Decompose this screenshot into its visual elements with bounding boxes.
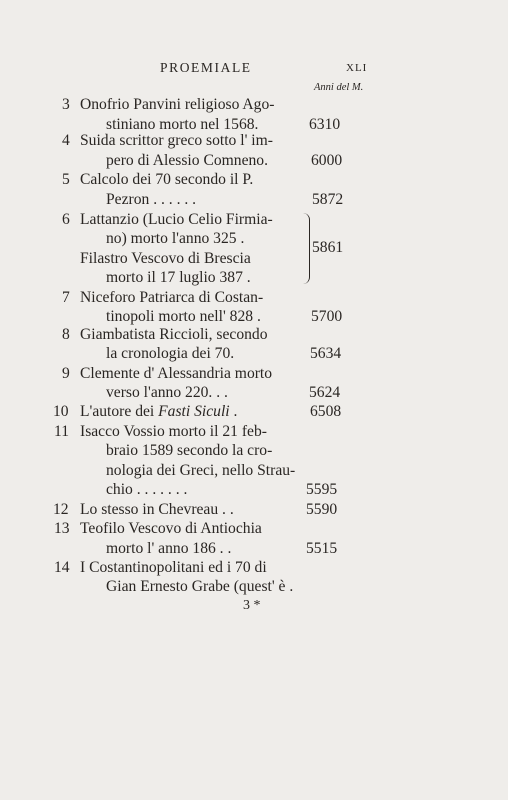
- year-value: 5595: [306, 481, 338, 498]
- entry-text: nologia dei Greci, nello Strau-: [106, 462, 296, 479]
- signature-mark: 3 *: [243, 598, 261, 613]
- entry-text: verso l'anno 220. . .: [106, 384, 228, 401]
- entry-text: Clemente d' Alessandria morto: [80, 365, 273, 382]
- entry-text: Giambatista Riccioli, secondo: [80, 326, 268, 343]
- entry-number: 3: [62, 96, 70, 113]
- grouping-brace: [301, 213, 310, 284]
- entry-number: 13: [54, 520, 70, 537]
- column-note: Anni del M.: [314, 82, 364, 93]
- entry-text: braio 1589 secondo la cro-: [106, 442, 273, 459]
- entry-text: Lattanzio (Lucio Celio Firmia-: [80, 211, 273, 228]
- entry-text: Filastro Vescovo di Brescia: [80, 250, 251, 267]
- entry-number: 8: [62, 326, 70, 343]
- entry-text: L'autore dei Fasti Siculi .: [80, 403, 238, 420]
- entry-text: morto l' anno 186 . .: [106, 540, 232, 557]
- page-number: XLI: [346, 62, 368, 74]
- entry-text: tinopoli morto nell' 828 .: [106, 308, 261, 325]
- year-value: 5590: [306, 501, 338, 518]
- entry-number: 12: [53, 501, 69, 518]
- entry-number: 11: [54, 423, 70, 440]
- year-value: 6508: [310, 403, 342, 420]
- italic-title: Fasti Siculi: [158, 403, 230, 420]
- entry-text: no) morto l'anno 325 .: [106, 230, 245, 247]
- entry-text: Calcolo dei 70 secondo il P.: [80, 171, 254, 188]
- entry-text: Pezron . . . . . .: [106, 191, 197, 208]
- entry-text: Suida scrittor greco sotto l' im-: [80, 132, 273, 149]
- entry-text: pero di Alessio Comneno.: [106, 152, 268, 169]
- year-value: 6310: [309, 116, 341, 133]
- year-value: 5634: [310, 345, 342, 362]
- year-value: 5872: [312, 191, 344, 208]
- entry-text: Lo stesso in Chevreau . .: [80, 501, 234, 518]
- entry-text: chio . . . . . . .: [106, 481, 188, 498]
- running-title: PROEMIALE: [160, 60, 252, 75]
- entry-number: 14: [54, 559, 70, 576]
- year-value: 5861: [312, 239, 344, 256]
- entry-number: 5: [62, 171, 70, 188]
- year-value: 6000: [311, 152, 343, 169]
- entry-number: 10: [53, 403, 69, 420]
- year-value: 5700: [311, 308, 343, 325]
- entry-text: stiniano morto nel 1568.: [106, 116, 259, 133]
- entry-text: Isacco Vossio morto il 21 feb-: [80, 423, 267, 440]
- entry-text: I Costantinopolitani ed i 70 di: [80, 559, 267, 576]
- entry-text: Teofilo Vescovo di Antiochia: [80, 520, 262, 537]
- entry-number: 9: [62, 365, 70, 382]
- entry-number: 7: [62, 289, 70, 306]
- entry-text: la cronologia dei 70.: [106, 345, 235, 362]
- year-value: 5624: [309, 384, 341, 401]
- entry-text: Gian Ernesto Grabe (quest' è .: [106, 578, 294, 595]
- year-value: 5515: [306, 540, 338, 557]
- entry-number: 4: [62, 132, 70, 149]
- entry-number: 6: [62, 211, 70, 228]
- entry-text: morto il 17 luglio 387 .: [106, 269, 251, 286]
- entry-text: Onofrio Panvini religioso Ago-: [80, 96, 275, 113]
- entry-text: Niceforo Patriarca di Costan-: [80, 289, 264, 306]
